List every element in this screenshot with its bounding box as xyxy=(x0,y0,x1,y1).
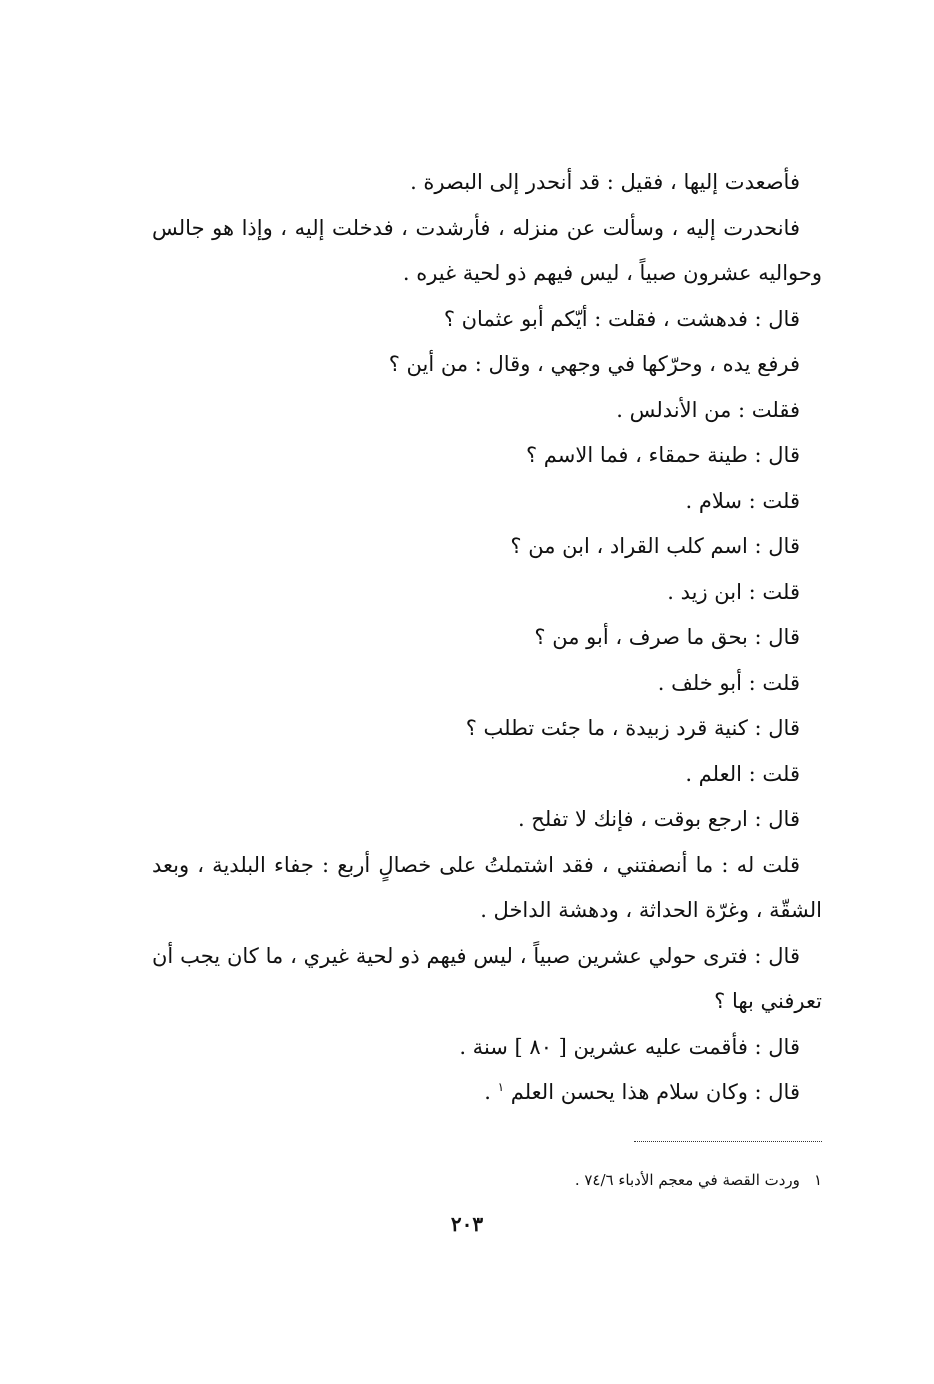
paragraph: فانحدرت إليه ، وسألت عن منزله ، فأرشدت ، فدخلت إليه ، وإذا هو جالس وحواليه عشرون صبياً ، ليس فيهم ذو لحية غيره . xyxy=(152,215,822,285)
paragraph: قال : طينة حمقاء ، فما الاسم ؟ xyxy=(525,443,800,467)
paragraph: قال : بحق ما صرف ، أبو من ؟ xyxy=(534,625,800,649)
paragraph: فأصعدت إليها ، فقيل : قد أنحدر إلى البصرة . xyxy=(410,170,800,194)
main-text xyxy=(152,160,822,1116)
paragraph: قال : ارجع بوقت ، فإنك لا تفلح . xyxy=(517,807,800,831)
paragraph-end: . xyxy=(484,1080,498,1104)
footnote-text: وردت القصة في معجم الأدباء ٧٤/٦ . xyxy=(574,1171,800,1189)
paragraph: فقلت : من الأندلس . xyxy=(616,397,800,422)
paragraph-text: قال : وكان سلام هذا يحسن العلم xyxy=(510,1080,800,1104)
page-number: ٢٠٣ xyxy=(450,1212,484,1236)
paragraph: قلت : ابن زيد . xyxy=(667,579,800,604)
footnote xyxy=(322,1168,822,1192)
paragraph: قلت : سلام . xyxy=(685,488,800,513)
last-paragraph xyxy=(152,1070,822,1116)
paragraph: قال : اسم كلب القراد ، ابن من ؟ xyxy=(510,534,800,558)
paragraph: فرفع يده ، وحرّكها في وجهي ، وقال : من أين ؟ xyxy=(388,352,800,376)
footnote-reference: ١ xyxy=(497,1080,505,1094)
paragraph: قلت له : ما أنصفتني ، فقد اشتملتُ على خصالٍ أربع : جفاء البلدية ، وبعد الشقّة ، وغرّة الحداثة ، ودهشة الداخل . xyxy=(152,852,822,922)
paragraph: قال : فأقمت عليه عشرين [ ٨٠ ] سنة . xyxy=(459,1034,800,1059)
footnote-mark: ١ xyxy=(813,1171,822,1189)
footnote-divider xyxy=(634,1141,822,1142)
paragraph: قال : كنية قرد زبيدة ، ما جئت تطلب ؟ xyxy=(465,716,800,740)
paragraph: قلت : أبو خلف . xyxy=(657,670,800,695)
paragraph: قلت : العلم . xyxy=(685,761,800,786)
paragraph: قال : فدهشت ، فقلت : أيّكم أبو عثمان ؟ xyxy=(443,306,800,331)
paragraph: قال : فترى حولي عشرين صبياً ، ليس فيهم ذو لحية غيري ، ما كان يجب أن تعرفني بها ؟ xyxy=(152,943,822,1013)
